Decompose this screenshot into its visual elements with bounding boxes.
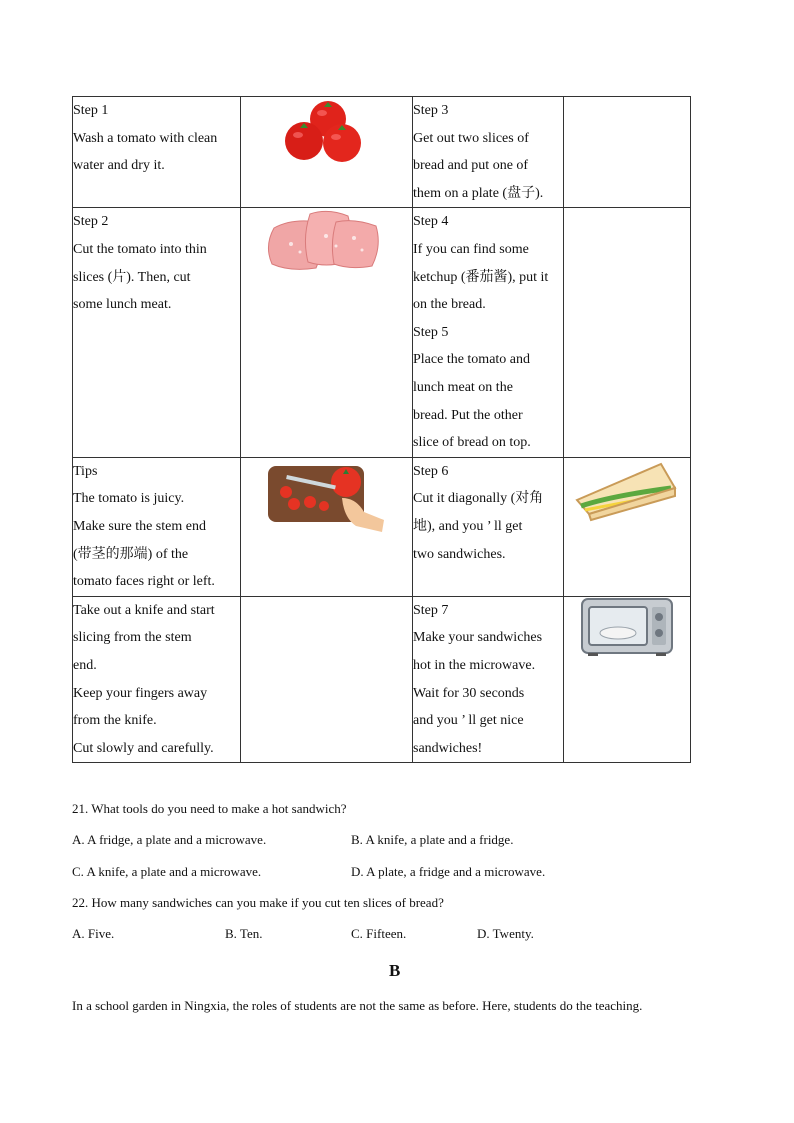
step3-text: bread and put one of — [413, 158, 529, 174]
microwave-image — [580, 597, 674, 657]
recipe-steps-table — [72, 96, 691, 763]
step6-cell — [413, 457, 564, 596]
q21-option-d[interactable]: D. A plate, a fridge and a microwave. — [351, 864, 546, 879]
step2-text: Cut the tomato into thin — [73, 241, 207, 257]
lunch-meat-image-cell — [241, 208, 413, 457]
step7-text: and you ’ ll get nice — [413, 713, 524, 729]
table-row — [73, 208, 691, 457]
step6-text: two sandwiches. — [413, 546, 506, 562]
step7-title: Step 7 — [413, 602, 449, 618]
step2-text: slices (片). Then, cut — [73, 269, 191, 285]
step7-text: hot in the microwave. — [413, 657, 536, 673]
tips-text: Keep your fingers away — [73, 685, 208, 701]
step4-text: If you can find some — [413, 241, 529, 257]
step7-text: sandwiches! — [413, 740, 483, 756]
step4-text: on the bread. — [413, 297, 486, 313]
tomatoes-image — [282, 97, 372, 167]
tips-text: (带茎的那端) of the — [73, 546, 189, 562]
q22-option-c[interactable]: C. Fifteen. — [351, 926, 407, 941]
q22-option-a[interactable]: A. Five. — [72, 926, 115, 941]
passage-intro: In a school garden in Ningxia, the roles of students are not the same as before. Here, students do the teaching. — [72, 998, 643, 1013]
tips-text: Cut slowly and carefully. — [73, 740, 214, 756]
step1-cell — [73, 97, 241, 208]
empty-cell — [564, 97, 691, 208]
step5-title: Step 5 — [413, 324, 449, 340]
step3-text: Get out two slices of — [413, 130, 529, 146]
q22-option-d[interactable]: D. Twenty. — [477, 926, 534, 941]
cutting-board-image — [264, 458, 390, 538]
tips-text: Take out a knife and start — [73, 602, 215, 618]
step1-text: water and dry it. — [73, 158, 165, 174]
step3-title: Step 3 — [413, 103, 449, 118]
q22-option-b[interactable]: B. Ten. — [225, 926, 263, 941]
tips-text: end. — [73, 657, 97, 673]
tips-text: Make sure the stem end — [73, 518, 206, 534]
step3-cell — [413, 97, 564, 208]
table-row — [73, 457, 691, 596]
sandwich-image — [571, 458, 683, 524]
step5-text: slice of bread on top. — [413, 435, 531, 451]
step5-text: bread. Put the other — [413, 407, 523, 423]
microwave-image-cell — [564, 596, 691, 763]
step7-text: Make your sandwiches — [413, 630, 543, 646]
step4-5-cell — [413, 208, 564, 457]
tomatoes-image-cell — [241, 97, 413, 208]
tips-text: tomato faces right or left. — [73, 574, 215, 590]
q21-option-a[interactable]: A. A fridge, a plate and a microwave. — [72, 832, 267, 847]
table-row — [73, 596, 691, 763]
empty-cell — [241, 596, 413, 763]
q21-option-b[interactable]: B. A knife, a plate and a fridge. — [351, 832, 514, 847]
step1-title: Step 1 — [73, 103, 109, 118]
question-21: 21. What tools do you need to make a hot sandwich? — [72, 801, 347, 816]
step7-cell — [413, 596, 564, 763]
sandwich-image-cell — [564, 457, 691, 596]
cutting-board-image-cell — [241, 457, 413, 596]
step3-text: them on a plate (盘子). — [413, 185, 544, 201]
step2-title: Step 2 — [73, 214, 109, 230]
q21-option-c[interactable]: C. A knife, a plate and a microwave. — [72, 864, 262, 879]
step6-text: Cut it diagonally (对角 — [413, 491, 544, 507]
step2-text: some lunch meat. — [73, 297, 172, 313]
step6-title: Step 6 — [413, 463, 449, 479]
empty-cell — [564, 208, 691, 457]
step5-text: lunch meat on the — [413, 379, 513, 395]
tips-cell — [73, 457, 241, 596]
question-22: 22. How many sandwiches can you make if you cut ten slices of bread? — [72, 895, 444, 910]
step7-text: Wait for 30 seconds — [413, 685, 525, 701]
table-row — [73, 97, 691, 208]
step4-text: ketchup (番茄酱), put it — [413, 269, 549, 285]
step6-text: 地), and you ’ ll get — [413, 518, 523, 534]
step4-title: Step 4 — [413, 214, 449, 230]
step2-cell — [73, 208, 241, 457]
tips-title: Tips — [73, 463, 98, 479]
tips-text: slicing from the stem — [73, 630, 192, 646]
lunch-meat-image — [266, 208, 388, 274]
section-heading: B — [389, 961, 401, 980]
step1-text: Wash a tomato with clean — [73, 130, 218, 146]
step5-text: Place the tomato and — [413, 352, 531, 368]
tips-text: The tomato is juicy. — [73, 491, 185, 507]
tips-text: from the knife. — [73, 713, 157, 729]
tips-more-cell — [73, 596, 241, 763]
